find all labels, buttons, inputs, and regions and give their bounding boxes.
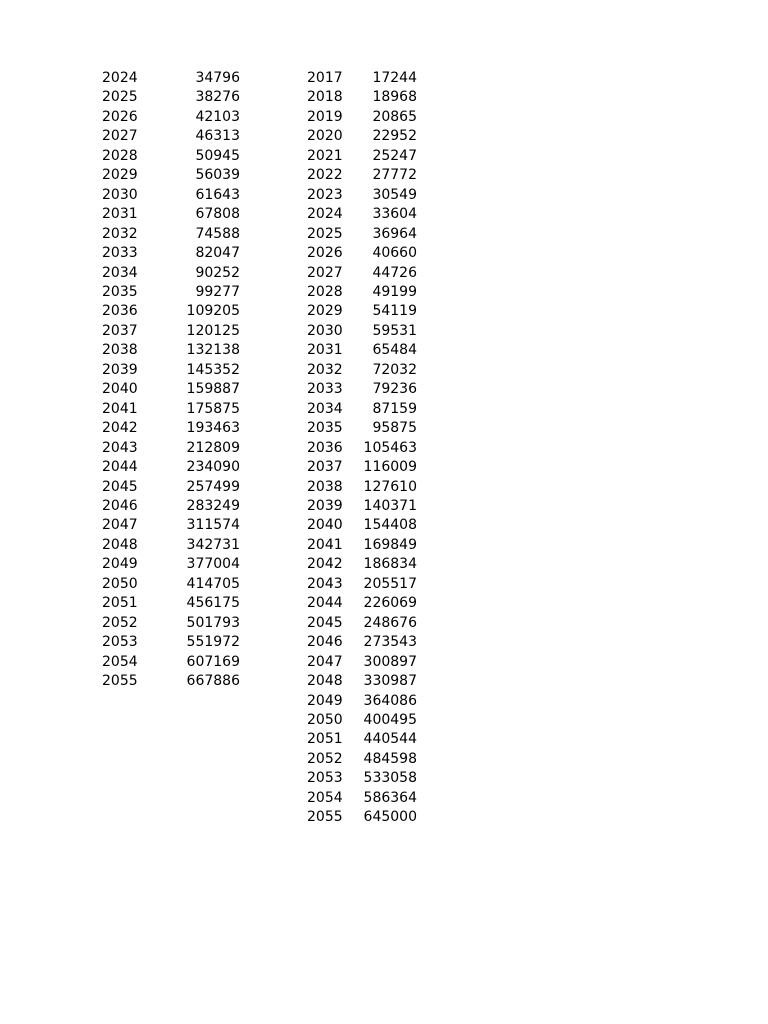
year-cell: 2041: [307, 536, 343, 553]
table-row: [102, 400, 240, 419]
value-cell: 257499: [186, 478, 240, 495]
value-cell: 34796: [195, 70, 240, 86]
year-cell: 2055: [307, 809, 343, 826]
year-cell: 2035: [307, 420, 343, 437]
table-row: [307, 400, 417, 419]
value-cell: 212809: [186, 439, 240, 456]
table-row: [102, 127, 240, 146]
year-cell: 2022: [307, 167, 343, 184]
year-cell: 2053: [102, 634, 138, 651]
table-row: [102, 186, 240, 205]
table-row: [307, 322, 417, 341]
year-cell: 2037: [307, 459, 343, 476]
value-cell: 186834: [363, 556, 417, 573]
value-cell: 30549: [372, 186, 417, 203]
value-cell: 193463: [186, 420, 240, 437]
year-cell: 2024: [307, 206, 343, 223]
value-cell: 342731: [186, 536, 240, 553]
table-row: [102, 594, 240, 613]
year-cell: 2042: [102, 420, 138, 437]
value-cell: 67808: [195, 206, 240, 223]
value-cell: 22952: [372, 128, 417, 145]
table-row: [307, 594, 417, 613]
year-cell: 2033: [102, 245, 138, 262]
value-cell: 79236: [372, 381, 417, 398]
table-row: [102, 516, 240, 535]
value-cell: 159887: [186, 381, 240, 398]
table-body: [102, 69, 240, 692]
value-cell: 109205: [186, 303, 240, 320]
table-row: [307, 127, 417, 146]
year-cell: 2052: [102, 614, 138, 631]
table-row: [307, 69, 417, 88]
table-row: [307, 283, 417, 302]
value-cell: 33604: [372, 206, 417, 223]
year-cell: 2040: [102, 381, 138, 398]
year-cell: 2045: [102, 478, 138, 495]
table-row: [102, 555, 240, 574]
value-cell: 44726: [372, 264, 417, 281]
table-row: [307, 497, 417, 516]
value-cell: 46313: [195, 128, 240, 145]
table-row: [102, 439, 240, 458]
year-cell: 2050: [307, 711, 343, 728]
year-cell: 2041: [102, 400, 138, 417]
table-row: [102, 478, 240, 497]
value-cell: 90252: [195, 264, 240, 281]
year-cell: 2046: [102, 497, 138, 514]
year-cell: 2039: [102, 361, 138, 378]
year-cell: 2034: [102, 264, 138, 281]
year-cell: 2049: [102, 556, 138, 573]
year-cell: 2034: [307, 400, 343, 417]
year-cell: 2053: [307, 770, 343, 787]
year-cell: 2036: [307, 439, 343, 456]
year-cell: 2043: [307, 575, 343, 592]
value-cell: 501793: [186, 614, 240, 631]
year-cell: 2031: [102, 206, 138, 223]
value-cell: 456175: [186, 595, 240, 612]
value-cell: 667886: [186, 673, 240, 690]
value-cell: 105463: [363, 439, 417, 456]
table-row: [307, 166, 417, 185]
table-row: [102, 653, 240, 672]
year-cell: 2038: [307, 478, 343, 495]
table-row: [307, 205, 417, 224]
table-row: [102, 341, 240, 360]
value-cell: 18968: [372, 89, 417, 106]
value-cell: 42103: [195, 108, 240, 125]
year-cell: 2029: [307, 303, 343, 320]
projection-table-right: [307, 69, 417, 828]
table-row: [307, 341, 417, 360]
table-row: [102, 672, 240, 691]
table-row: [102, 264, 240, 283]
value-cell: 74588: [195, 225, 240, 242]
table-row: [102, 458, 240, 477]
value-cell: 414705: [186, 575, 240, 592]
table-row: [102, 88, 240, 107]
table-row: [307, 439, 417, 458]
year-cell: 2051: [102, 595, 138, 612]
value-cell: 65484: [372, 342, 417, 359]
table-row: [102, 244, 240, 263]
year-cell: 2035: [102, 283, 138, 300]
table-row: [102, 614, 240, 633]
value-cell: 533058: [363, 770, 417, 787]
year-cell: 2027: [307, 264, 343, 281]
table-row: [102, 302, 240, 321]
table-row: [307, 244, 417, 263]
value-cell: 120125: [186, 322, 240, 339]
value-cell: 116009: [363, 459, 417, 476]
year-cell: 2047: [102, 517, 138, 534]
value-cell: 400495: [363, 711, 417, 728]
year-cell: 2054: [102, 653, 138, 670]
value-cell: 300897: [363, 653, 417, 670]
value-cell: 154408: [363, 517, 417, 534]
table-row: [307, 769, 417, 788]
year-cell: 2048: [102, 536, 138, 553]
year-cell: 2024: [102, 70, 138, 86]
value-cell: 50945: [195, 147, 240, 164]
value-cell: 40660: [372, 245, 417, 262]
value-cell: 59531: [372, 322, 417, 339]
year-cell: 2023: [307, 186, 343, 203]
year-cell: 2026: [307, 245, 343, 262]
table-row: [307, 264, 417, 283]
table-row: [307, 419, 417, 438]
year-cell: 2051: [307, 731, 343, 748]
value-cell: 169849: [363, 536, 417, 553]
value-cell: 20865: [372, 108, 417, 125]
value-cell: 311574: [186, 517, 240, 534]
value-cell: 56039: [195, 167, 240, 184]
value-cell: 140371: [363, 497, 417, 514]
year-cell: 2052: [307, 750, 343, 767]
year-cell: 2042: [307, 556, 343, 573]
table-row: [307, 108, 417, 127]
table-row: [102, 283, 240, 302]
year-cell: 2046: [307, 634, 343, 651]
value-cell: 377004: [186, 556, 240, 573]
table-row: [307, 789, 417, 808]
value-cell: 283249: [186, 497, 240, 514]
table-row: [102, 419, 240, 438]
year-cell: 2033: [307, 381, 343, 398]
value-cell: 440544: [363, 731, 417, 748]
table-row: [102, 166, 240, 185]
year-cell: 2037: [102, 322, 138, 339]
year-cell: 2029: [102, 167, 138, 184]
value-cell: 330987: [363, 673, 417, 690]
value-cell: 38276: [195, 89, 240, 106]
table-row: [102, 536, 240, 555]
value-cell: 132138: [186, 342, 240, 359]
table-row: [307, 711, 417, 730]
value-cell: 82047: [195, 245, 240, 262]
value-cell: 273543: [363, 634, 417, 651]
table-row: [102, 205, 240, 224]
year-cell: 2032: [307, 361, 343, 378]
value-cell: 72032: [372, 361, 417, 378]
value-cell: 87159: [372, 400, 417, 417]
table-row: [307, 555, 417, 574]
table-row: [307, 516, 417, 535]
table-row: [102, 108, 240, 127]
table-row: [102, 497, 240, 516]
year-cell: 2043: [102, 439, 138, 456]
table-row: [307, 575, 417, 594]
table-row: [102, 380, 240, 399]
year-cell: 2026: [102, 108, 138, 125]
year-cell: 2021: [307, 147, 343, 164]
table-row: [307, 458, 417, 477]
year-cell: 2031: [307, 342, 343, 359]
table-row: [307, 536, 417, 555]
value-cell: 586364: [363, 789, 417, 806]
table-row: [307, 302, 417, 321]
year-cell: 2044: [102, 459, 138, 476]
year-cell: 2047: [307, 653, 343, 670]
table-body: [307, 69, 417, 828]
year-cell: 2018: [307, 89, 343, 106]
value-cell: 54119: [372, 303, 417, 320]
table-row: [307, 750, 417, 769]
year-cell: 2028: [102, 147, 138, 164]
value-cell: 17244: [372, 70, 417, 86]
value-cell: 49199: [372, 283, 417, 300]
value-cell: 551972: [186, 634, 240, 651]
table-row: [102, 225, 240, 244]
year-cell: 2036: [102, 303, 138, 320]
table-row: [307, 147, 417, 166]
table-row: [102, 575, 240, 594]
year-cell: 2020: [307, 128, 343, 145]
value-cell: 127610: [363, 478, 417, 495]
table-row: [307, 692, 417, 711]
value-cell: 364086: [363, 692, 417, 709]
value-cell: 61643: [195, 186, 240, 203]
value-cell: 27772: [372, 167, 417, 184]
value-cell: 95875: [372, 420, 417, 437]
table-row: [307, 633, 417, 652]
year-cell: 2044: [307, 595, 343, 612]
table-row: [307, 672, 417, 691]
table-row: [307, 614, 417, 633]
table-row: [102, 361, 240, 380]
table-row: [307, 653, 417, 672]
value-cell: 234090: [186, 459, 240, 476]
table-row: [102, 69, 240, 88]
table-row: [102, 322, 240, 341]
table-row: [307, 361, 417, 380]
year-cell: 2027: [102, 128, 138, 145]
year-cell: 2039: [307, 497, 343, 514]
table-row: [307, 478, 417, 497]
value-cell: 25247: [372, 147, 417, 164]
table-row: [102, 147, 240, 166]
year-cell: 2030: [102, 186, 138, 203]
projection-table-left: [102, 69, 240, 692]
value-cell: 645000: [363, 809, 417, 826]
year-cell: 2054: [307, 789, 343, 806]
year-cell: 2040: [307, 517, 343, 534]
year-cell: 2028: [307, 283, 343, 300]
year-cell: 2045: [307, 614, 343, 631]
year-cell: 2030: [307, 322, 343, 339]
value-cell: 248676: [363, 614, 417, 631]
year-cell: 2032: [102, 225, 138, 242]
value-cell: 99277: [195, 283, 240, 300]
value-cell: 226069: [363, 595, 417, 612]
value-cell: 484598: [363, 750, 417, 767]
year-cell: 2019: [307, 108, 343, 125]
value-cell: 36964: [372, 225, 417, 242]
year-cell: 2050: [102, 575, 138, 592]
year-cell: 2017: [307, 70, 343, 86]
table-row: [307, 88, 417, 107]
table-row: [307, 225, 417, 244]
table-row: [102, 633, 240, 652]
value-cell: 175875: [186, 400, 240, 417]
year-cell: 2049: [307, 692, 343, 709]
year-cell: 2025: [307, 225, 343, 242]
value-cell: 607169: [186, 653, 240, 670]
table-row: [307, 730, 417, 749]
table-row: [307, 808, 417, 827]
year-cell: 2038: [102, 342, 138, 359]
table-row: [307, 186, 417, 205]
year-cell: 2025: [102, 89, 138, 106]
value-cell: 145352: [186, 361, 240, 378]
year-cell: 2055: [102, 673, 138, 690]
year-cell: 2048: [307, 673, 343, 690]
table-row: [307, 380, 417, 399]
value-cell: 205517: [363, 575, 417, 592]
